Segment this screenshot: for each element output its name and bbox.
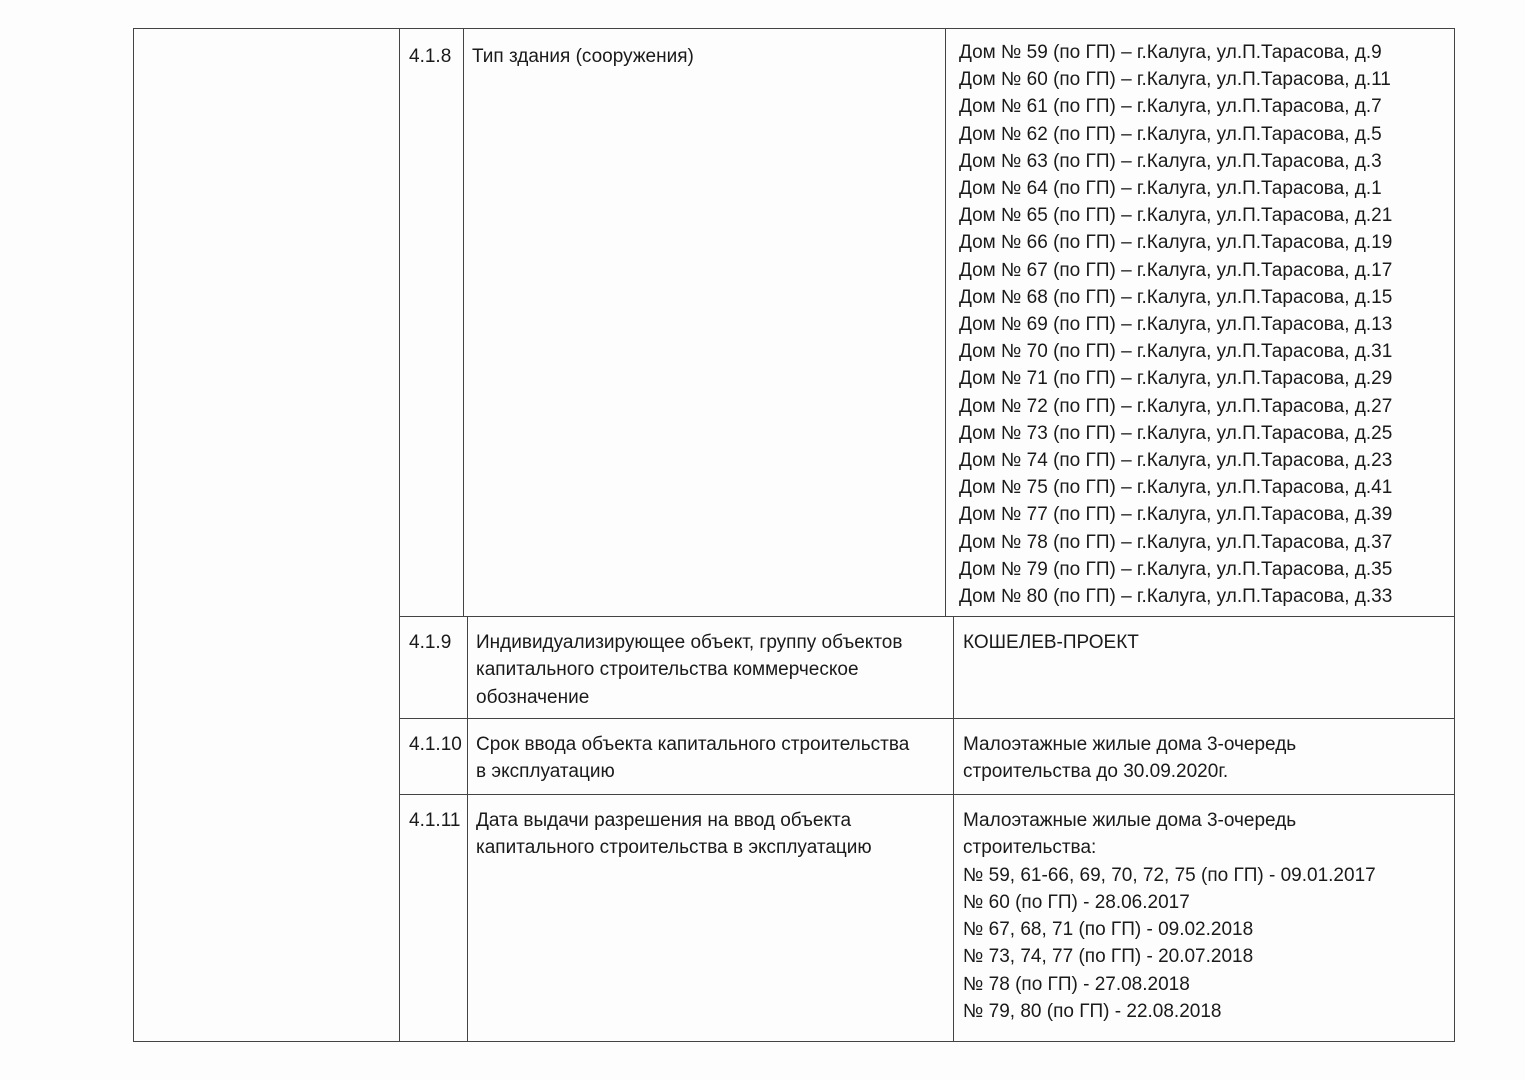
value-line: строительства: [963,837,1097,859]
value-line: КОШЕЛЕВ-ПРОЕКТ [963,632,1139,653]
table-row [400,617,1454,719]
value-line: Дом № 69 (по ГП) – г.Калуга, ул.П.Тарасова, д.13 [959,314,1393,336]
label-line: Дата выдачи разрешения на ввод объекта [476,810,852,831]
value-line: Дом № 79 (по ГП) – г.Калуга, ул.П.Тарасова, д.35 [959,558,1393,580]
row-number: 4.1.11 [400,795,468,1041]
value-line: Дом № 59 (по ГП) – г.Калуга, ул.П.Тарасова, д.9 [959,42,1382,63]
value-line: Дом № 71 (по ГП) – г.Калуга, ул.П.Тарасова, д.29 [959,368,1393,390]
value-line: Дом № 60 (по ГП) – г.Калуга, ул.П.Тарасова, д.11 [959,69,1391,91]
value-line: Дом № 80 (по ГП) – г.Калуга, ул.П.Тарасова, д.33 [959,586,1393,608]
label-line: Срок ввода объекта капитального строительства [476,734,910,755]
value-line: Дом № 66 (по ГП) – г.Калуга, ул.П.Тарасова, д.19 [959,232,1393,254]
label-line: Индивидуализирующее объект, группу объектов [476,632,903,653]
value-line: Дом № 65 (по ГП) – г.Калуга, ул.П.Тарасова, д.21 [959,205,1393,227]
value-line: № 67, 68, 71 (по ГП) - 09.02.2018 [963,919,1254,941]
row-value [954,617,1454,718]
value-line: № 79, 80 (по ГП) - 22.08.2018 [963,1001,1222,1023]
value-line: Дом № 64 (по ГП) – г.Калуга, ул.П.Тарасова, д.1 [959,178,1382,200]
row-value [950,29,1454,616]
label-line: обозначение [476,686,590,708]
value-line: Малоэтажные жилые дома 3-очередь [963,810,1297,831]
value-line: Малоэтажные жилые дома 3-очередь [963,734,1297,755]
row-label [468,795,954,1041]
value-line: № 60 (по ГП) - 28.06.2017 [963,891,1190,913]
value-line: № 59, 61-66, 69, 70, 72, 75 (по ГП) - 09.01.2017 [963,864,1376,886]
value-line: Дом № 63 (по ГП) – г.Калуга, ул.П.Тарасова, д.3 [959,150,1382,172]
left-blank-column [134,29,400,1041]
value-line: Дом № 72 (по ГП) – г.Калуга, ул.П.Тарасова, д.27 [959,395,1393,417]
table-row [400,795,1454,1041]
row-value [954,719,1454,794]
row-value [954,795,1454,1041]
label-line: капитального строительства коммерческое [476,659,859,681]
value-line: № 73, 74, 77 (по ГП) - 20.07.2018 [963,946,1254,968]
value-line: Дом № 77 (по ГП) – г.Калуга, ул.П.Тарасова, д.39 [959,504,1393,526]
value-line: № 78 (по ГП) - 27.08.2018 [963,973,1190,995]
row-number: 4.1.9 [400,617,468,718]
value-line: Дом № 67 (по ГП) – г.Калуга, ул.П.Тарасова, д.17 [959,259,1393,281]
label-line: капитального строительства в эксплуатацию [476,837,872,859]
row-number: 4.1.8 [400,29,464,616]
value-line: Дом № 73 (по ГП) – г.Калуга, ул.П.Тарасова, д.25 [959,422,1393,444]
row-label [468,617,954,718]
document-table [133,28,1455,1042]
value-line: Дом № 74 (по ГП) – г.Калуга, ул.П.Тарасова, д.23 [959,450,1393,472]
row-label: Тип здания (сооружения) [464,29,946,616]
value-line: Дом № 78 (по ГП) – г.Калуга, ул.П.Тарасова, д.37 [959,531,1393,553]
table-row [400,29,1454,617]
value-line: Дом № 61 (по ГП) – г.Калуга, ул.П.Тарасова, д.7 [959,96,1382,118]
row-number: 4.1.10 [400,719,468,794]
value-line: Дом № 70 (по ГП) – г.Калуга, ул.П.Тарасова, д.31 [959,341,1393,363]
value-line: Дом № 75 (по ГП) – г.Калуга, ул.П.Тарасова, д.41 [959,477,1393,499]
table-row [400,719,1454,795]
value-line: Дом № 68 (по ГП) – г.Калуга, ул.П.Тарасова, д.15 [959,286,1393,308]
row-label [468,719,954,794]
value-line: Дом № 62 (по ГП) – г.Калуга, ул.П.Тарасова, д.5 [959,123,1382,145]
label-line: в эксплуатацию [476,761,615,783]
value-line: строительства до 30.09.2020г. [963,761,1229,783]
